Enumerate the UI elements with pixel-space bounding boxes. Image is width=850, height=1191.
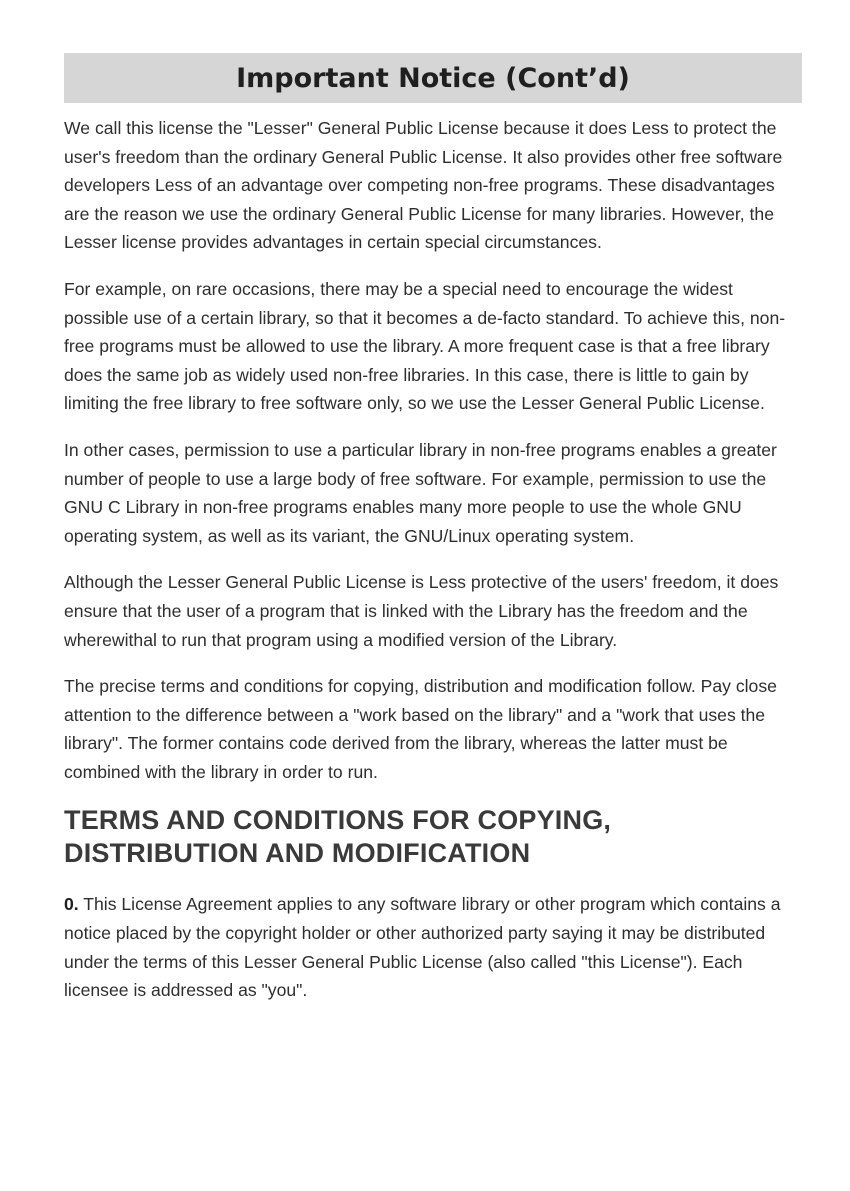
page-title: Important Notice (Cont’d) <box>236 62 630 94</box>
paragraph-precise-terms: The precise terms and conditions for copying, distribution and modification follow. Pay close attention to the difference between a "work based on the library" and a "work that uses the library". The former contains code derived from the library, whereas the latter must be combined with the library in order to run. <box>64 676 777 782</box>
paragraph-other-cases: In other cases, permission to use a particular library in non-free programs enables a greater number of people to use a large body of free software. For example, permission to use the GNU C Library in non-free programs enables many more people to use the whole GNU operating system, as well as its variant, the GNU/Linux operating system. <box>64 439 777 546</box>
title-banner <box>64 53 802 103</box>
clause-0 <box>64 890 802 1004</box>
paragraph-although: Although the Lesser General Public License is Less protective of the users' freedom, it does ensure that the user of a program that is linked with the Library has the freedom and the wherewithal to run that program using a modified version of the Library. <box>64 572 779 650</box>
document-page <box>64 53 802 1005</box>
section-heading-line-2: DISTRIBUTION AND MODIFICATION <box>64 838 531 869</box>
section-heading <box>64 804 802 870</box>
paragraph-example: For example, on rare occasions, there may be a special need to encourage the widest possible use of a certain library, so that it becomes a de-facto standard. To achieve this, non-free programs must be allowed to use the library. A more frequent case is that a free library does the same job as widely used non-free libraries. In this case, there is little to gain by limiting the free library to free software only, so we use the Lesser General Public License. <box>64 278 786 414</box>
paragraph-lesser-license: We call this license the "Lesser" General Public License because it does Less to protect the user's freedom than the ordinary General Public License. It also provides other free software developers Less of an advantage over competing non-free programs. These disadvantages are the reason we use the ordinary General Public License for many libraries. However, the Lesser license provides advantages in certain special circumstances. <box>64 118 783 253</box>
section-heading-line-1: TERMS AND CONDITIONS FOR COPYING, <box>64 805 612 836</box>
clause-number: 0. <box>64 894 79 915</box>
clause-text: This License Agreement applies to any software library or other program which contains a notice placed by the copyright holder or other authorized party saying it may be distributed under the terms of this Lesser General Public License (also called "this License"). Each licensee is addressed as "you". <box>64 894 781 1001</box>
